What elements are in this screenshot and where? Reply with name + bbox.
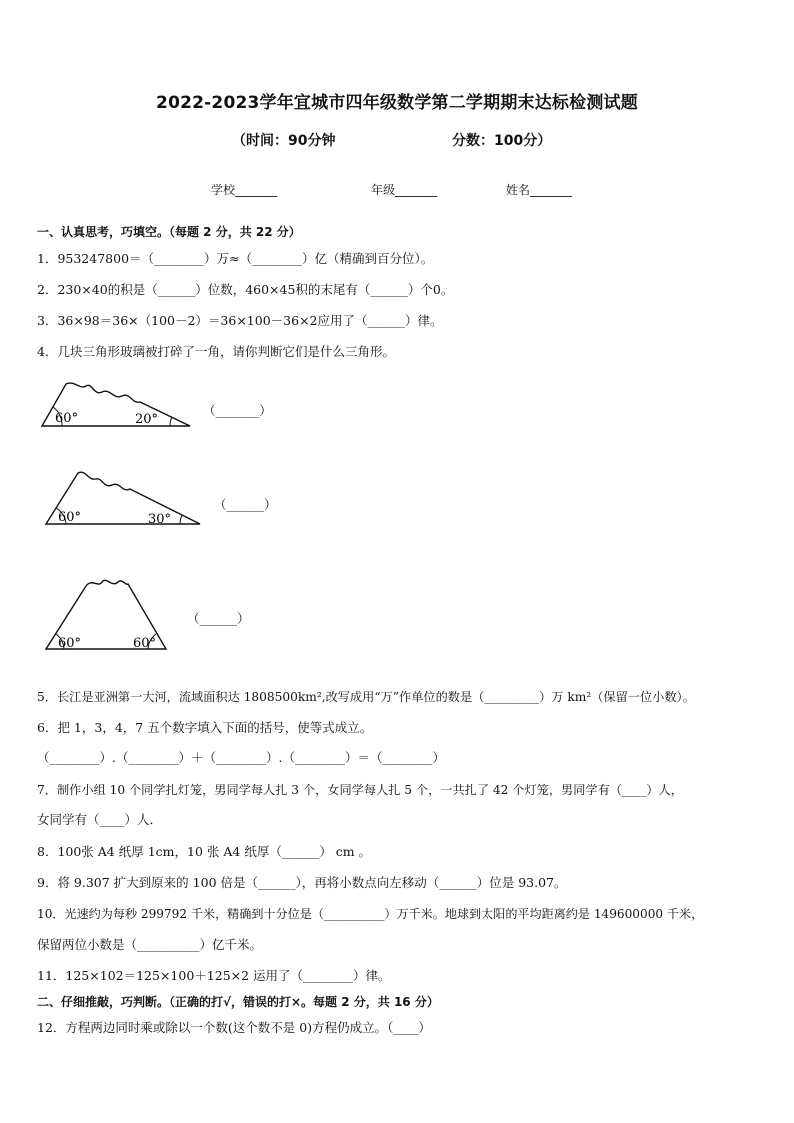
question-4: 4．几块三角形玻璃被打碎了一角，请你判断它们是什么三角形。 xyxy=(37,344,395,359)
broken-triangle-2 xyxy=(42,463,204,529)
triangle-1-right-angle: 20° xyxy=(135,412,159,427)
triangle-1-left-angle: 60° xyxy=(55,411,79,426)
triangle-2-answer[interactable]: （______） xyxy=(214,497,277,512)
page-title: 2022-2023学年宜城市四年级数学第二学期期末达标检测试题 xyxy=(156,93,638,113)
school-field[interactable]: 学校_______ xyxy=(211,183,278,197)
question-12: 12．方程两边同时乘或除以一个数(这个数不是 0)方程仍成立。（____） xyxy=(37,1020,431,1035)
question-7-line-2: 女同学有（____）人． xyxy=(37,812,163,827)
triangle-2-right-arc xyxy=(180,515,182,524)
broken-triangle-1 xyxy=(36,376,196,432)
broken-triangle-3 xyxy=(42,574,170,654)
triangle-3-right-angle: 60° xyxy=(133,636,157,651)
question-6: 6．把 1，3，4，7 五个数字填入下面的括号，使等式成立。 xyxy=(37,720,373,735)
triangle-1-right-arc xyxy=(170,417,172,426)
question-10-line-2: 保留两位小数是（__________）亿千米。 xyxy=(37,937,263,952)
triangle-3-answer[interactable]: （______） xyxy=(187,611,250,626)
question-11: 11．125×102＝125×100＋125×2 运用了（________）律。 xyxy=(37,968,391,983)
question-1: 1．953247800＝（________）万≈（________）亿（精确到百分位）。 xyxy=(37,251,434,266)
question-9: 9．将 9.307 扩大到原来的 100 倍是（______），再将小数点向左移动（______）位是 93.07。 xyxy=(37,875,567,890)
triangle-2-right-angle: 30° xyxy=(148,512,172,527)
section-2-heading: 二、仔细推敲，巧判断。（正确的打√，错误的打×。每题 2 分，共 16 分） xyxy=(37,995,439,1009)
triangle-1-answer[interactable]: （_______） xyxy=(203,403,272,418)
question-10-line-1: 10．光速约为每秒 299792 千米，精确到十分位是（__________）万千米。地球到太阳的平均距离约是 149600000 千米， xyxy=(37,907,704,921)
name-field[interactable]: 姓名_______ xyxy=(506,183,573,197)
question-8: 8．100张 A4 纸厚 1cm，10 张 A4 纸厚（______） cm 。 xyxy=(37,844,372,859)
triangle-2-left-angle: 60° xyxy=(58,510,82,525)
section-1-heading: 一、认真思考，巧填空。（每题 2 分，共 22 分） xyxy=(37,225,301,239)
question-5: 5．长江是亚洲第一大河，流域面积达 1808500km²,改写成用“万”作单位的数是（_________）万 km²（保留一位小数）。 xyxy=(37,690,695,704)
exam-score: 分数：100分） xyxy=(452,133,552,149)
question-6-equation: （________）.（________）＋（________）.（________）＝（________） xyxy=(37,750,445,765)
grade-field[interactable]: 年级_______ xyxy=(371,183,438,197)
question-2: 2．230×40的积是（______）位数，460×45积的末尾有（______）个0。 xyxy=(37,282,454,297)
triangle-3-left-angle: 60° xyxy=(58,636,82,651)
question-7-line-1: 7．制作小组 10 个同学扎灯笼，男同学每人扎 3 个，女同学每人扎 5 个，一共扎了 42 个灯笼，男同学有（____）人， xyxy=(37,783,683,797)
exam-time: （时间：90分钟 xyxy=(232,133,336,149)
question-3: 3．36×98＝36×（100－2）＝36×100－36×2应用了（______）律。 xyxy=(37,313,443,328)
